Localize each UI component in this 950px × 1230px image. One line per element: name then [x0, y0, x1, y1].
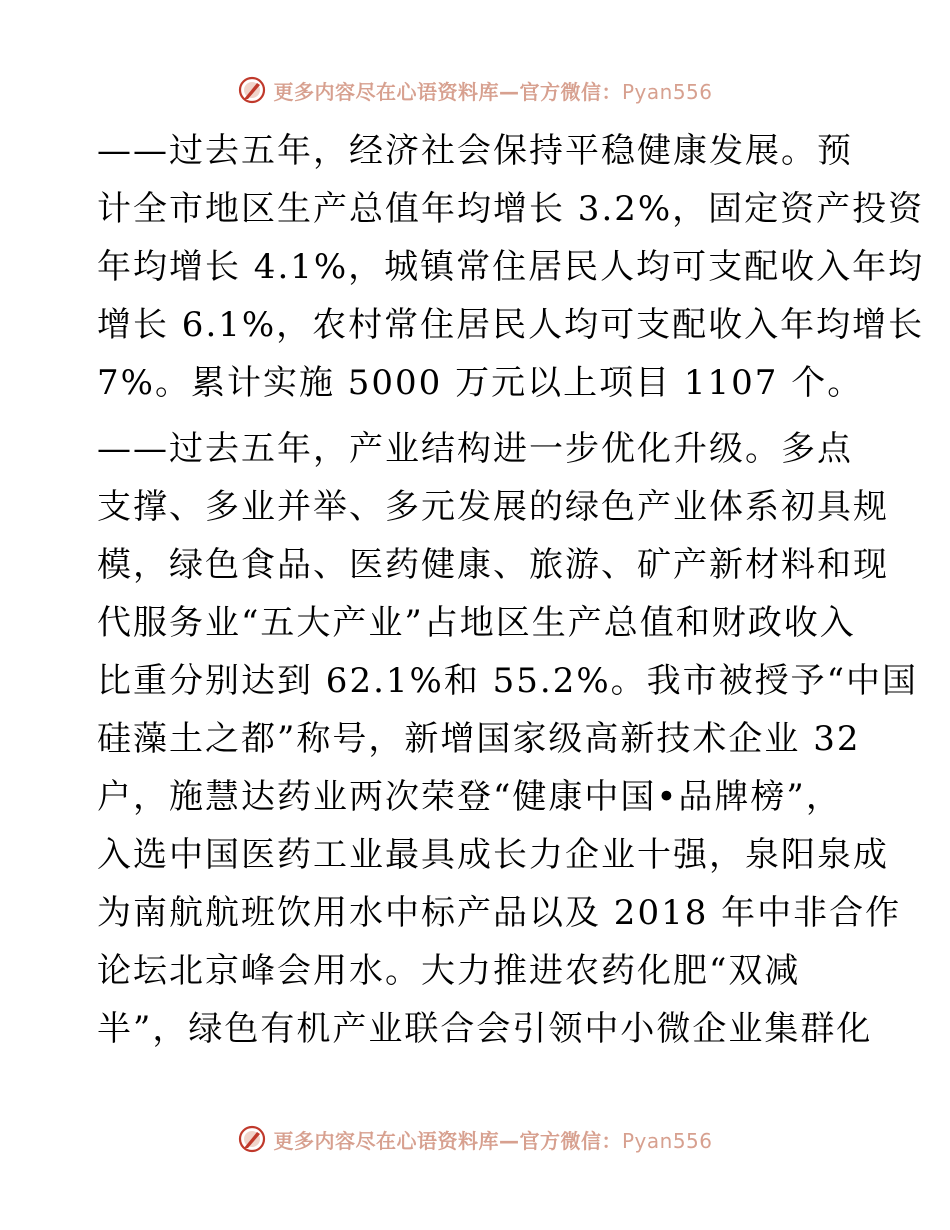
watermark-id: Pyan556	[621, 79, 713, 104]
text-line: 论坛北京峰会用水。大力推进农药化肥“双减	[97, 951, 801, 991]
text-line: 户，施慧达药业两次荣登“健康中国•品牌榜”，	[97, 777, 842, 817]
watermark-text: 更多内容尽在心语资料库—官方微信：Pyan556	[273, 79, 713, 104]
quill-logo-icon	[237, 75, 267, 105]
text-line: 半”，绿色有机产业联合会引领中小微企业集群化	[97, 1009, 873, 1049]
text-line: 比重分别达到 62.1%和 55.2%。我市被授予“中国	[97, 661, 919, 701]
paragraph-1	[97, 122, 925, 412]
text-line: 为南航航班饮用水中标产品以及 2018 年中非合作	[97, 893, 902, 933]
text-line: 计全市地区生产总值年均增长 3.2%，固定资产投资	[97, 189, 925, 229]
text-line: 增长 6.1%，农村常住居民人均可支配收入年均增长	[97, 305, 925, 345]
text-line: ——过去五年，经济社会保持平稳健康发展。预	[97, 131, 853, 171]
watermark-id: Pyan556	[621, 1128, 713, 1153]
text-line: ——过去五年，产业结构进一步优化升级。多点	[97, 429, 853, 469]
text-line: 7%。累计实施 5000 万元以上项目 1107 个。	[97, 363, 864, 403]
text-line: 硅藻土之都”称号，新增国家级高新技术企业 32	[97, 719, 861, 759]
document-body	[97, 122, 925, 1058]
text-line: 模，绿色食品、医药健康、旅游、矿产新材料和现	[97, 545, 889, 585]
header-watermark	[0, 73, 950, 107]
text-line: 年均增长 4.1%，城镇常住居民人均可支配收入年均	[97, 247, 925, 287]
watermark-text: 更多内容尽在心语资料库—官方微信：Pyan556	[273, 1128, 713, 1153]
text-line: 支撑、多业并举、多元发展的绿色产业体系初具规	[97, 487, 889, 527]
text-line: 代服务业“五大产业”占地区生产总值和财政收入	[97, 603, 856, 643]
footer-watermark	[0, 1122, 950, 1156]
quill-logo-icon	[237, 1124, 267, 1154]
text-line: 入选中国医药工业最具成长力企业十强，泉阳泉成	[97, 835, 889, 875]
paragraph-2	[97, 420, 919, 1058]
